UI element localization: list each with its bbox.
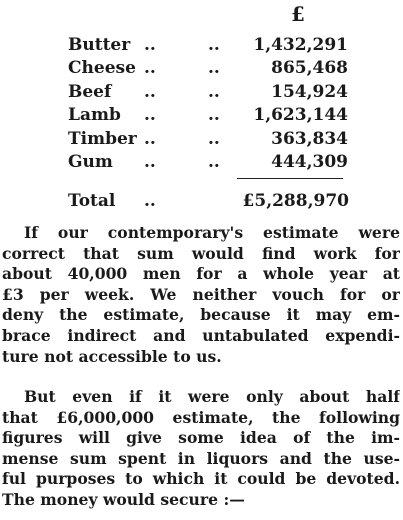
row-leader-dots: .. xyxy=(208,58,220,79)
row-item-label: Timber xyxy=(68,128,137,149)
total-label: Total xyxy=(68,191,116,211)
paragraph-line: about 40,000 men for a whole year at xyxy=(2,264,400,284)
export-table xyxy=(68,34,348,174)
row-item-label: Gum xyxy=(68,151,113,172)
paragraph-line: brace indirect and untabulated expendi- xyxy=(2,325,400,345)
paragraph-line: If our contemporary's estimate were xyxy=(24,223,400,242)
currency-column-header: £ xyxy=(291,2,305,26)
row-item-label: Cheese xyxy=(68,58,136,79)
row-leader-dots: .. xyxy=(144,105,156,126)
row-value: 1,623,144 xyxy=(253,105,348,126)
paragraph-line: correct that sum would find work for xyxy=(2,243,400,263)
table-row xyxy=(68,34,348,57)
paragraph-line: But even if it were only about half xyxy=(24,387,400,406)
table-row xyxy=(68,81,348,104)
row-value: 444,309 xyxy=(271,151,348,172)
row-leader-dots: .. xyxy=(144,58,156,79)
row-value: 865,468 xyxy=(271,58,348,79)
total-row xyxy=(68,189,349,213)
total-value: £5,288,970 xyxy=(242,191,349,211)
row-leader-dots: .. xyxy=(144,81,156,102)
row-item-label: Butter xyxy=(68,35,131,55)
row-item-label: Beef xyxy=(68,81,112,102)
paragraph-line: The money would secure :— xyxy=(2,489,245,509)
table-row xyxy=(68,151,348,174)
row-value: 1,432,291 xyxy=(253,35,348,55)
row-value: 363,834 xyxy=(271,128,348,149)
row-leader-dots: .. xyxy=(208,128,220,149)
paragraph-line: ture not accessible to us. xyxy=(2,346,222,366)
paragraph-line: figures will give some idea of the im- xyxy=(2,428,400,448)
row-leader-dots: .. xyxy=(208,151,220,172)
paragraph-line: ful purposes to which it could be devoted. xyxy=(2,469,400,489)
total-leader-dots: .. xyxy=(144,191,156,211)
paragraph-line: mense sum spent in liquors and the use- xyxy=(2,448,400,468)
row-leader-dots: .. xyxy=(208,81,220,102)
row-value: 154,924 xyxy=(271,81,348,102)
paragraph-liquor xyxy=(2,387,400,511)
row-leader-dots: .. xyxy=(208,105,220,126)
row-leader-dots: .. xyxy=(144,128,156,149)
row-item-label: Lamb xyxy=(68,105,121,126)
table-row xyxy=(68,104,348,127)
table-row xyxy=(68,128,348,151)
row-leader-dots: .. xyxy=(208,35,220,55)
sum-rule xyxy=(237,178,343,179)
paragraph-line: £3 per week. We neither vouch for or xyxy=(2,284,400,304)
paragraph-line: deny the estimate, because it may em- xyxy=(2,305,400,325)
table-row xyxy=(68,57,348,80)
paragraph-estimate xyxy=(2,223,400,367)
row-leader-dots: .. xyxy=(144,35,156,55)
paragraph-line: that £6,000,000 estimate, the following xyxy=(2,407,400,427)
row-leader-dots: .. xyxy=(144,151,156,172)
